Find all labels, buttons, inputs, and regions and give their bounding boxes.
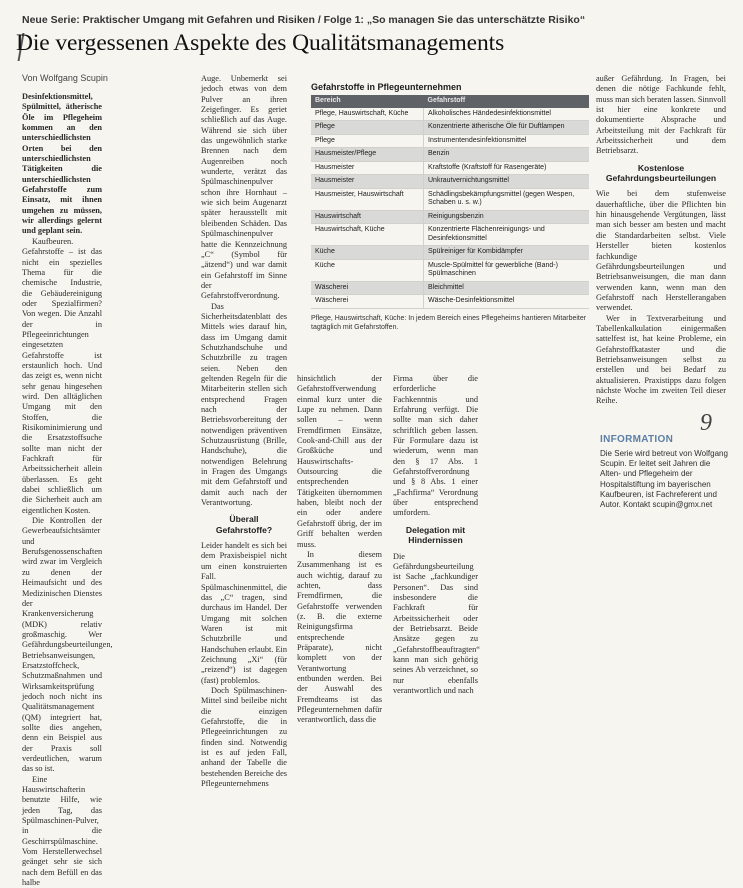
body-paragraph: Eine Hauswirtschafterin benutzte Hilfe, wie jeden Tag, das Spülmaschinen-Pulver, in die Geschirrspülmaschine. Vom Herstellerwechsel geänget sehr sie sich nach dem Befüll en das halbe	[22, 774, 102, 888]
body-paragraph: Leider handelt es sich bei dem Praxisbeispiel nicht um einen konstruierten Fall. Spülmaschinenmittel, die das „C“ tragen, sind durchaus im Handel. Der Umgang mit solchen Waren ist mit Schutzbrille und Handschuhen erlaubt. Ein Zeichnung „Xi“ (für „reizend“) ist dagegen (fast) problemlos.	[201, 541, 287, 685]
info-text: Die Serie wird betreut von Wolfgang Scupin. Er leitet seit Jahren die Alten- und Pflegeheim der Hospitalstiftung im bayerischen Kaufbeuren, ist Fachreferent und Autor. Kontakt scupin@gmx.net	[600, 449, 728, 510]
table-cell-area: Wäscherei	[311, 281, 424, 295]
table-row	[311, 295, 589, 309]
article-column-1	[22, 92, 113, 888]
table-row	[311, 246, 589, 260]
subheading: Kostenlose Gefahrdungsbeurteilungen	[605, 162, 717, 184]
table-cell-substance: Spülreiniger für Kombidämpfer	[424, 246, 590, 260]
body-paragraph: hinsichtlich der Gefahrstoffverwendung einmal kurz unter die Lupe zu nehmen. Dann sollen – wenn Fremdfirmen Einsätze, Cook-and-Chill aus der Großküche und Hauswirtschafts-Outsourcing die entsprechenden Tätigkeiten übernommen haben, bleibt noch der ein oder andere Gefahrstoff übrig, der im Griff behalten werden muss.	[297, 374, 382, 549]
body-paragraph: außer Gefährdung. In Fragen, bei denen die nötige Fachkunde fehlt, muss man sich beraten lassen. Sinnvoll ist hier eine konkrete und dokumentierte Absprache und Arbeitsteilung mit der Fachkraft für Arbeitssicherheit und dem Betriebsarzt.	[596, 74, 726, 156]
table-cell-substance: Wäsche-Desinfektionsmittel	[424, 295, 590, 309]
article-column-4	[393, 374, 480, 695]
table-cell-area: Hausmeister/Pflege	[311, 148, 424, 162]
table-cell-substance: Instrumentendesinfektionsmittel	[424, 134, 590, 148]
table-cell-area: Hauswirtschaft	[311, 210, 424, 224]
table-header-cell: Gefahrstoff	[424, 95, 590, 108]
table-caption: Pflege, Hauswirtschaft, Küche: In jedem Bereich eines Pflegeheims hantieren Mitarbeiter tagtäglich mit Gefahrstoffen.	[311, 314, 587, 331]
table-row	[311, 121, 589, 135]
table-row	[311, 134, 589, 148]
table-cell-area: Pflege	[311, 134, 424, 148]
body-paragraph: Die Gefährdungsbeurteilung ist Sache „fachkundiger Personen“. Das sind insbesondere die Fachkraft für Arbeitssicherheit oder der Betriebsarzt. Beide Ansätze gegen zu „Gefahrstoffbeauftragten“ kann man sich gehörig seines Ab verzeichnet, so nur ebenfalls verantwortlich und nach	[393, 551, 480, 695]
body-paragraph: Wie bei dem stufenweise dauerhaftliche, über die Pflichten bin hin hinausgehende Vergütungen, lässt man sich besser am besten und macht die Standardarbeiten selbst. Viele Hersteller bieten kostenlos fachkundige Gefährdungsbeurteilungen und Betriebsanweisungen, die man dann verwenden kann, wenn man den Gefahrstoff nach Herstellerangaben verwendet.	[596, 189, 726, 313]
table-row	[311, 224, 589, 246]
subheading: Überall Gefahrstoffe?	[215, 514, 273, 535]
table-cell-substance: Benzin	[424, 148, 590, 162]
body-paragraph: Wer in Textverarbeitung und Tabellenkalkulation einigermaßen sattelfest ist, hat keine Probleme, ein Gefahrstoffkataster und die Betriebsanweisungen selbst zu erstellen und bei Bedarf zu aktualisieren. Praxistipps dazu folgen nächste Woche im zweiten Teil dieser Reihe.	[596, 313, 726, 406]
article-column-3	[297, 374, 382, 725]
table-cell-substance: Bleichmittel	[424, 281, 590, 295]
table-row	[311, 188, 589, 210]
page-number: 9	[700, 410, 712, 436]
info-heading: INFORMATION	[600, 434, 674, 445]
table-cell-substance: Alkoholisches Händedesinfektionsmittel	[424, 108, 590, 121]
table-cell-substance: Konzentrierte Flächenreinigungs- und Desinfektionsmittel	[424, 224, 590, 246]
table-cell-area: Hausmeister, Hauswirtschaft	[311, 188, 424, 210]
table-row	[311, 281, 589, 295]
body-paragraph: Firma über die erforderliche Fachkenntnis und Erfahrung verfügt. Die sollte man sich daher schriftlich geben lassen. Für Formulare dazu ist wiederum, wenn man den § 17 Abs. 1 Gefahrstoffverordnung und § 8 Abs. 1 einer „Fachfirma“ Verordnung über entsprechend umfordern.	[393, 374, 478, 518]
table-row	[311, 148, 589, 162]
table-cell-substance: Konzentrierte ätherische Öle für Duftlampen	[424, 121, 590, 135]
table-cell-area: Hausmeister	[311, 175, 424, 189]
table-cell-area: Pflege, Hauswirtschaft, Küche	[311, 108, 424, 121]
table-cell-substance: Muscle-Spülmittel für gewerbliche (Band-) Spülmaschinen	[424, 259, 590, 281]
body-paragraph: Die Kontrollen der Gewerbeaufsichtsämter und Berufsgenossenschaften wird zwar im Vergleich zu denen der Heimaufsicht und des Medizinischen Dienstes der Krankenversicherung (MDK) relativ großmaschig. Wer Gefährdungsbeurteilungen, Betriebsanweisungen, Ersatzstoffcheck, Schutzmaßnahmen und Wirksamkeitsprüfung jedoch noch nicht ins Qualitätsmanagement (QM) integriert hat, sollte dies angehen, denn ein Beispiel aus der Praxis soll verdeutlichen, warum das so ist.	[22, 516, 113, 774]
body-paragraph: Das Sicherheitsdatenblatt des Mittels wies darauf hin, dass im Umgang damit Schutzhandschuhe und Schutzbrille zu tragen seien. Neben den geltenden Regeln für die Mitarbeiterin stellen sich entsprechend Fragen nach der Betriebsvorbereitung der notwendigen präventiven Schutzausrüstung (Brille, Handschuhe), die notwendigen Belehrung in Fragen des Umgangs mit dem Gefahrstoff und damit auch nach der Verantwortung.	[201, 301, 287, 508]
lead-paragraph: Desinfektionsmittel, Spülmittel, ätherische Öle im Pflegeheim kommen an den unterschiedlichsten Orten bei den unterschiedlichsten Tätigkeiten die unterschiedlichsten Gefahrstoffe zum Einsatz, mit ihnen umgehen zu müssen, wir allerdings gelernt und geplant sein.	[22, 92, 102, 236]
table-cell-substance: Kraftstoffe (Kraftstoff für Rasengeräte)	[424, 161, 590, 175]
body-paragraph: Doch Spülmaschinen-Mittel sind beileibe nicht die einzigen Gefahrstoffe, die in Pflegeeinrichtungen zu finden sind. Notwendig ist es auf jeden Fall, anhand der Tabelle die bestehenden Bereiche des Pflegeunternehmens	[201, 685, 287, 789]
article-title: Die vergessenen Aspekte des Qualitätsmanagements	[16, 30, 505, 56]
series-header: Neue Serie: Praktischer Umgang mit Gefahren und Risiken / Folge 1: „So managen Sie das unterschätzte Risiko“	[22, 14, 586, 26]
table-title: Gefahrstoffe in Pflegeunternehmen	[311, 82, 462, 92]
table-cell-substance: Reinigungsbenzin	[424, 210, 590, 224]
body-paragraph: Kaufbeuren. Gefahrstoffe – ist das nicht ein spezielles Thema für die chemische Industrie, die Gebäudereinigung oder Spezialfirmen? Von wegen. Die Anzahl der in Pflegeeinrichtungen eingesetzten Gefahrstoffe ist erstaunlich hoch. Und das zeigt es, wenn nicht sehr genau hingesehen wird. Den alltäglichen Umgang mit den Stoffen, die Risikominimierung und die Ersatzstoffsuche sollte man nicht der Fachkraft für Arbeitssicherheit allein überlassen. Es geht dabei schließlich um die Sicherheit auch am eigentlichen Kosten.	[22, 236, 102, 515]
hazard-table	[311, 95, 589, 309]
hazard-table-box	[305, 82, 593, 372]
body-paragraph: In diesem Zusammenhang ist es auch wichtig, darauf zu achten, dass Fremdfirmen, die Gefahrstoffe verwenden (z. B. die externe Reinigungsfirma entsprechende Präparate), nicht komplett von der Verantwortung entbunden werden. Bei der Auswahl des Fremdteams ist das Pflegeunternehmen dafür verantwortlich, dass die	[297, 549, 382, 725]
table-row	[311, 259, 589, 281]
table-cell-area: Küche	[311, 259, 424, 281]
table-cell-area: Pflege	[311, 121, 424, 135]
author-byline: Von Wolfgang Scupin	[22, 73, 108, 83]
table-row	[311, 161, 589, 175]
info-box	[600, 434, 730, 592]
table-cell-area: Wäscherei	[311, 295, 424, 309]
table-row	[311, 175, 589, 189]
table-cell-substance: Schädlingsbekämpfungsmittel (gegen Wespen, Schaben u. s. w.)	[424, 188, 590, 210]
body-paragraph: Auge. Unbemerkt sei jedoch etwas von dem Pulver an ihren Zeigefinger. Es geriet schließlich auf das Auge. Während sie sich über das ungewöhnlich starke Brennen nach dem Augenreiben noch wunderte, verätzt das Spülmaschinenpulver schon ihre Hornhaut – wie sich beim Augenarzt später herausstellt mit bleibenden Schäden. Das Spülmaschinenpulver hatte die Kennzeichnung „C“ (Symbol für „ätzend“) und war damit ein Gefahrstoff im Sinne der Gefahrstoffverordnung.	[201, 74, 287, 301]
article-column-2	[201, 74, 287, 789]
table-header-cell: Bereich	[311, 95, 424, 108]
table-row	[311, 210, 589, 224]
subheading: Delegation mit Hindernissen	[405, 524, 466, 546]
table-cell-area: Küche	[311, 246, 424, 260]
table-cell-substance: Unkrautvernichtungsmittel	[424, 175, 590, 189]
article-column-5	[596, 74, 726, 424]
table-row	[311, 108, 589, 121]
table-cell-area: Hausmeister	[311, 161, 424, 175]
table-cell-area: Hauswirtschaft, Küche	[311, 224, 424, 246]
